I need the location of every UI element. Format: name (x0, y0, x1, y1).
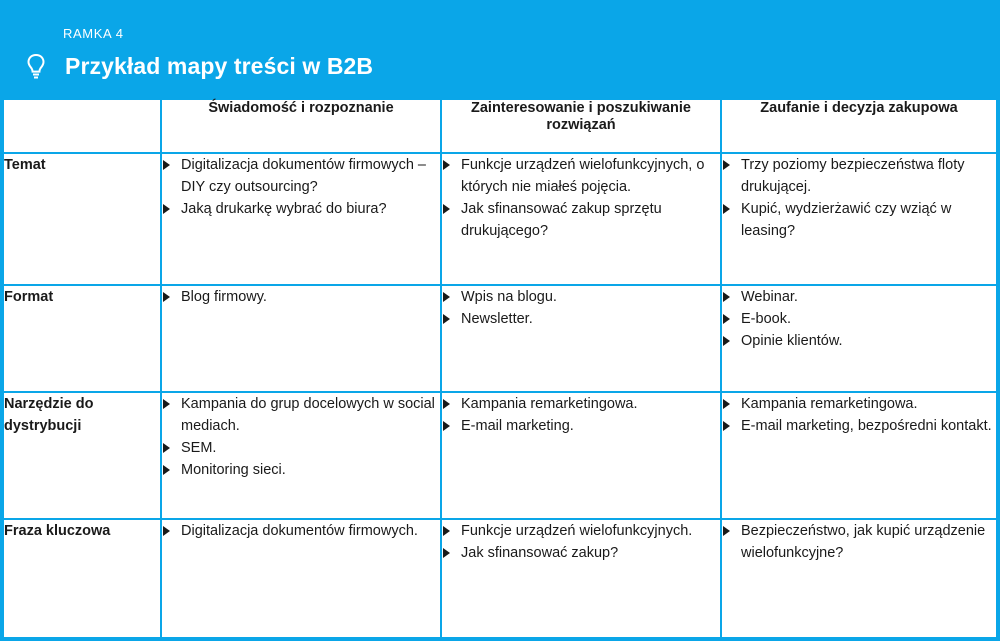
box-header (4, 4, 996, 100)
table-cell (161, 519, 441, 638)
list-item: Funkcje urządzeń wielofunkcyjnych, o których nie miałeś pojęcia. (442, 154, 720, 198)
list-item: SEM. (162, 437, 440, 459)
column-header: Świadomość i rozpoznanie (161, 100, 441, 153)
row-label: Fraza kluczowa (4, 519, 161, 638)
list-item: Jak sfinansować zakup sprzętu drukującego? (442, 198, 720, 242)
list-item: Kampania do grup docelowych w social mediach. (162, 393, 440, 437)
table-cell (441, 519, 721, 638)
lightbulb-icon (26, 52, 50, 80)
box-number: RAMKA 4 (63, 26, 124, 41)
list-item: Bezpieczeństwo, jak kupić urządzenie wielofunkcyjne? (722, 520, 996, 564)
list-item: Digitalizacja dokumentów firmowych. (162, 520, 440, 542)
table-cell (441, 285, 721, 392)
box-title: Przykład mapy treści w B2B (65, 52, 374, 79)
list-item: Trzy poziomy bezpieczeństwa floty drukującej. (722, 154, 996, 198)
table-header-row (4, 100, 996, 153)
list-item: Wpis na blogu. (442, 286, 720, 308)
list-item: E-book. (722, 308, 996, 330)
table-cell (721, 285, 996, 392)
table-row (4, 153, 996, 285)
bullet-list (162, 286, 440, 308)
list-item: Webinar. (722, 286, 996, 308)
table-row (4, 392, 996, 519)
column-header: Zainteresowanie i poszukiwanie rozwiązań (441, 100, 721, 153)
table-cell (441, 392, 721, 519)
list-item: Kampania remarketingowa. (722, 393, 996, 415)
bullet-list (162, 154, 440, 220)
bullet-list (442, 393, 720, 437)
row-label: Temat (4, 153, 161, 285)
bullet-list (162, 393, 440, 481)
title-row (26, 52, 373, 80)
list-item: E-mail marketing, bezpośredni kontakt. (722, 415, 996, 437)
table-cell (721, 519, 996, 638)
list-item: Monitoring sieci. (162, 459, 440, 481)
content-map-table (4, 100, 996, 638)
list-item: Blog firmowy. (162, 286, 440, 308)
list-item: Kupić, wydzierżawić czy wziąć w leasing? (722, 198, 996, 242)
table-cell (161, 392, 441, 519)
list-item: Funkcje urządzeń wielofunkcyjnych. (442, 520, 720, 542)
table-cell (721, 153, 996, 285)
corner-header-cell (4, 100, 161, 153)
bullet-list (162, 520, 440, 542)
column-header: Zaufanie i decyzja zakupowa (721, 100, 996, 153)
list-item: Opinie klientów. (722, 330, 996, 352)
bullet-list (442, 520, 720, 564)
table-row (4, 285, 996, 392)
list-item: Kampania remarketingowa. (442, 393, 720, 415)
bullet-list (722, 154, 996, 242)
list-item: Digitalizacja dokumentów firmowych – DIY czy outsourcing? (162, 154, 440, 198)
bullet-list (442, 286, 720, 330)
list-item: Jaką drukarkę wybrać do biura? (162, 198, 440, 220)
bullet-list (442, 154, 720, 242)
table-cell (161, 285, 441, 392)
row-label: Format (4, 285, 161, 392)
table-cell (441, 153, 721, 285)
bullet-list (722, 520, 996, 564)
table-cell (161, 153, 441, 285)
list-item: Jak sfinansować zakup? (442, 542, 720, 564)
row-label: Narzędzie do dystrybucji (4, 392, 161, 519)
list-item: E-mail marketing. (442, 415, 720, 437)
list-item: Newsletter. (442, 308, 720, 330)
table-cell (721, 392, 996, 519)
bullet-list (722, 393, 996, 437)
bullet-list (722, 286, 996, 352)
table-row (4, 519, 996, 638)
